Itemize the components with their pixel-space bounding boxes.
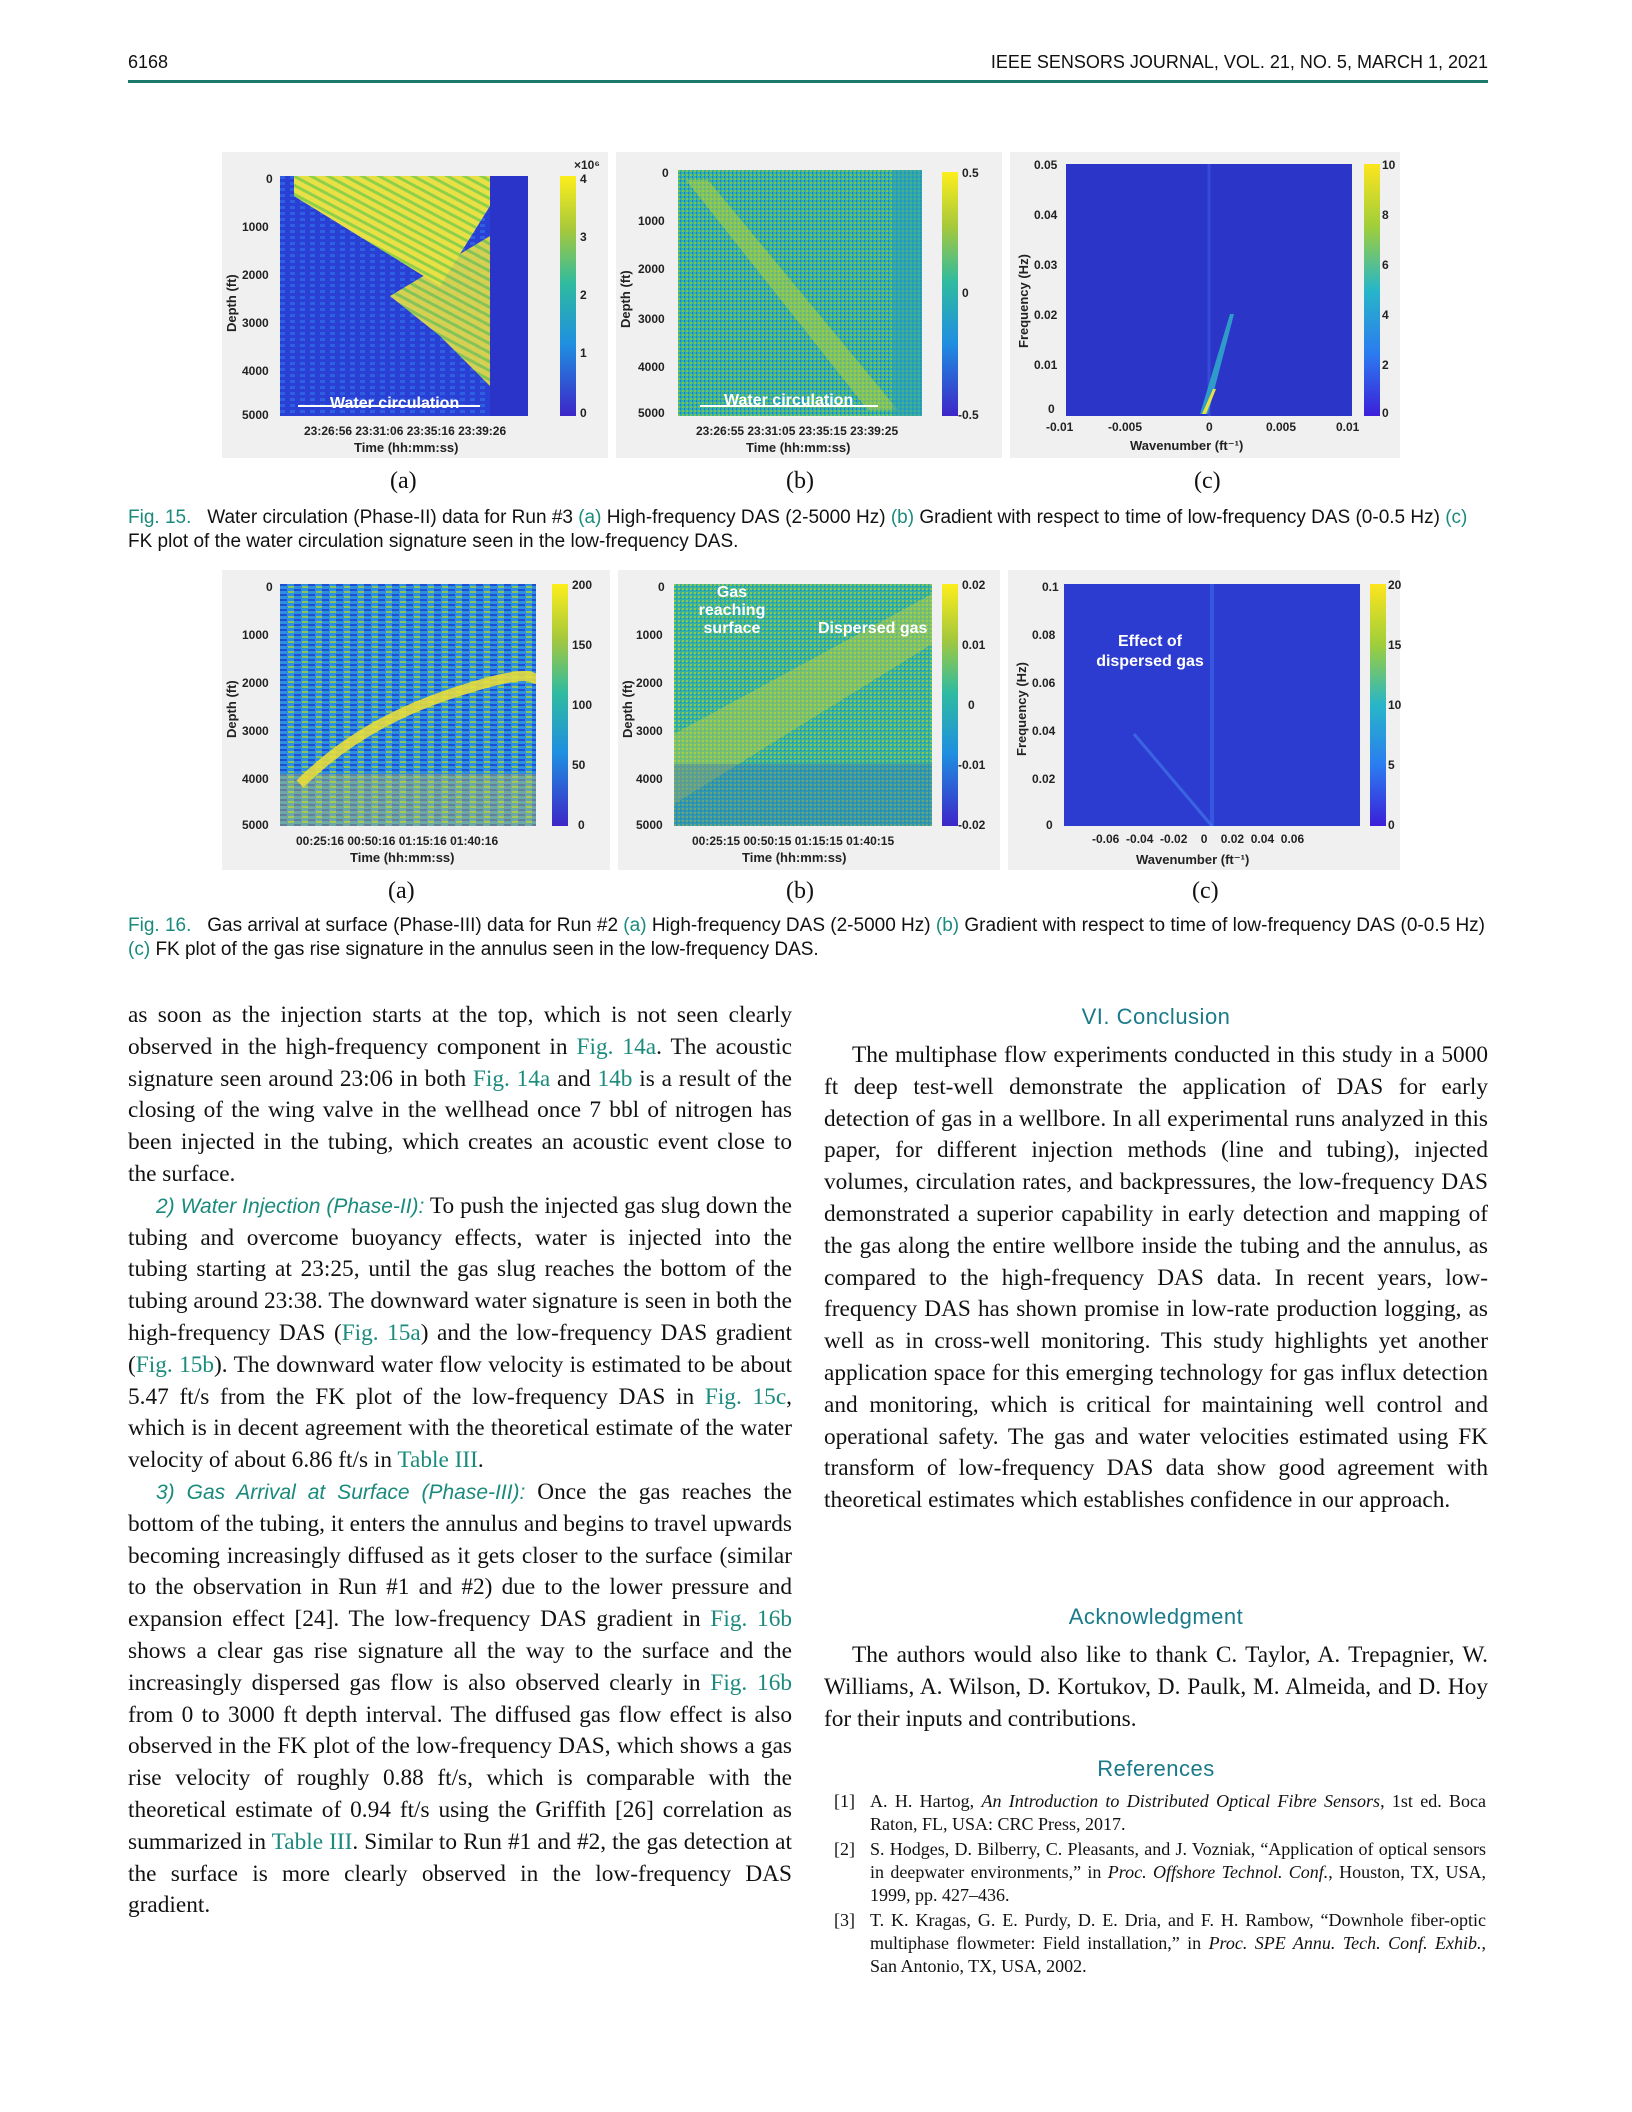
- reference-item: [1] A. H. Hartog, An Introduction to Distributed Optical Fibre Sensors, 1st ed. Boca Raton, FL, USA: CRC Press, 2017.: [834, 1791, 1487, 1834]
- fig16-link-b[interactable]: (b): [935, 915, 960, 936]
- fig15a-cbtick: 1: [580, 346, 587, 360]
- fig15a-ytick: 0: [266, 172, 273, 186]
- fig16a-caption: (a): [388, 878, 415, 904]
- fig16a-heatmap: [280, 584, 536, 826]
- figure-15: [222, 152, 1400, 502]
- fig15c-xtick: 0.005: [1266, 420, 1297, 434]
- page-number: 6168: [128, 52, 169, 72]
- fig16c-cbtick: 0: [1388, 818, 1395, 832]
- fig16a-ytick: 5000: [242, 818, 269, 832]
- fig16c-xticks: -0.06 -0.04 -0.02 0 0.02 0.04 0.06: [1092, 832, 1305, 846]
- fig15b-colorbar: [942, 172, 958, 416]
- fig15c-colorbar: [1364, 164, 1380, 416]
- fig16c-ytick: 0.02: [1032, 772, 1056, 786]
- subsection-heading: 3) Gas Arrival at Surface (Phase-III):: [156, 1480, 526, 1504]
- ref-link[interactable]: Fig. 15c: [704, 1383, 787, 1410]
- fig16a-ytick: 3000: [242, 724, 269, 738]
- fig16a-ytick: 0: [266, 580, 273, 594]
- acknowledgment-text: The authors would also like to thank C. Taylor, A. Trepagnier, W. Williams, A. Wilson, D. Kortukov, D. Paulk, M. Almeida, and D. Hoy for their inputs and contributions.: [824, 1642, 1488, 1732]
- reference-item: [3] T. K. Kragas, G. E. Purdy, D. E. Dria, and F. H. Rambow, “Downhole fiber-optic multiphase flowmeter: Field installation,” in Proc. SPE Annu. Tech. Conf. Exhib., San Antonio, TX, USA, 2002.: [834, 1910, 1486, 1976]
- fig16b-ytick: 1000: [636, 628, 663, 642]
- fig15c-cbtick: 0: [1382, 406, 1389, 420]
- fig15c-ylabel: Frequency (Hz): [1016, 254, 1031, 348]
- fig15c-ytick: 0: [1048, 402, 1055, 416]
- fig16b-ytick: 3000: [636, 724, 663, 738]
- fig15a-ylabel: Depth (ft): [224, 274, 239, 332]
- fig15b-cbtick: 0: [962, 286, 969, 300]
- fig15a-cbtick: 2: [580, 288, 587, 302]
- reference-list: [834, 1790, 1486, 1980]
- fig16a-ylabel: Depth (ft): [224, 680, 239, 738]
- ref-link[interactable]: Fig. 14a: [576, 1033, 657, 1060]
- fig15a-xticks: 23:26:56 23:31:06 23:35:16 23:39:26: [304, 424, 507, 438]
- ref-link[interactable]: Fig. 16b: [710, 1606, 792, 1633]
- fig16c-ytick: 0.06: [1032, 676, 1056, 690]
- fig15a-panel: [222, 152, 608, 458]
- fig16a-ytick: 2000: [242, 676, 269, 690]
- section-heading-ack: Acknowledgment: [1068, 1604, 1244, 1629]
- fig16b-cbtick: 0.01: [962, 638, 986, 652]
- fig16-link-c[interactable]: (c): [128, 939, 151, 960]
- fig16c-cbtick: 5: [1388, 758, 1395, 772]
- fig15a-xlabel: Time (hh:mm:ss): [354, 440, 459, 455]
- fig16c-ylabel: Frequency (Hz): [1014, 662, 1029, 756]
- fig15c-cbtick: 2: [1382, 358, 1389, 372]
- fig15c-xtick: 0.01: [1336, 420, 1360, 434]
- fig16a-xlabel: Time (hh:mm:ss): [350, 850, 455, 865]
- fig16b-cbtick: 0.02: [962, 578, 986, 592]
- fig15c-xtick: 0: [1206, 420, 1213, 434]
- fig16c-xlabel: Wavenumber (ft⁻¹): [1136, 852, 1250, 867]
- fig15c-cbtick: 4: [1382, 308, 1389, 322]
- fig15b-ytick: 5000: [638, 406, 665, 420]
- fig15b-ytick: 3000: [638, 312, 665, 326]
- fig16-link-a[interactable]: (a): [623, 915, 647, 936]
- fig16b-cbtick: -0.02: [958, 818, 986, 832]
- fig15b-ytick: 1000: [638, 214, 665, 228]
- fig16a-cbtick: 100: [572, 698, 593, 712]
- ref-link[interactable]: 14b: [597, 1065, 633, 1092]
- fig16c-cbtick: 15: [1388, 638, 1402, 652]
- fig15c-ytick: 0.02: [1034, 308, 1058, 322]
- fig15b-cbtick: -0.5: [958, 408, 979, 422]
- fig16c-ytick: 0.04: [1032, 724, 1056, 738]
- fig15a-cbtick: 3: [580, 230, 587, 244]
- fig16b-ylabel: Depth (ft): [620, 680, 635, 738]
- ref-link[interactable]: Table III: [397, 1447, 478, 1474]
- fig16c-fk-plot: [1064, 584, 1360, 826]
- fig16b-annotation-surface: Gas reaching surface: [698, 584, 766, 637]
- fig16c-cbtick: 20: [1388, 578, 1402, 592]
- fig16-label: Fig. 16.: [128, 915, 192, 936]
- fig16c-annotation: Effect of dispersed gas: [1096, 633, 1204, 670]
- journal-title: IEEE SENSORS JOURNAL, VOL. 21, NO. 5, MARCH 1, 2021: [990, 52, 1488, 72]
- fig15a-ytick: 1000: [242, 220, 269, 234]
- section-heading-refs: References: [1097, 1756, 1215, 1781]
- fig15a-ytick: 5000: [242, 408, 269, 422]
- paragraph: as soon as the injection starts at the top, which is not seen clearly observed in the high-frequency component in Fig. 14a. The acoustic signature seen around 23:06 in both Fig. 14a and 14b is a result of the closing of the wing valve in the wellhead once 7 bbl of nitrogen has been injected in the tubing, which creates an acoustic event close to the surface.: [128, 1002, 792, 1187]
- fig16c-caption: (c): [1192, 878, 1219, 904]
- fig16b-ytick: 5000: [636, 818, 663, 832]
- fig15c-ytick: 0.01: [1034, 358, 1058, 372]
- fig15b-xlabel: Time (hh:mm:ss): [746, 440, 851, 455]
- fig16c-ytick: 0: [1046, 818, 1053, 832]
- fig16a-cbtick: 0: [578, 818, 585, 832]
- fig15b-cbtick: 0.5: [962, 166, 979, 180]
- fig15b-ylabel: Depth (ft): [618, 270, 633, 328]
- fig15c-panel: [1010, 152, 1400, 458]
- fig16b-cbtick: -0.01: [958, 758, 986, 772]
- fig15a-annotation: Water circulation: [330, 395, 460, 412]
- fig15c-xtick: -0.005: [1108, 420, 1143, 434]
- fig16c-colorbar: [1370, 584, 1386, 826]
- fig15a-heatmap: [280, 176, 528, 416]
- fig15c-caption: (c): [1194, 468, 1221, 494]
- fig15b-ytick: 2000: [638, 262, 665, 276]
- fig16b-colorbar: [942, 584, 958, 826]
- fig15b-annotation: Water circulation: [724, 392, 854, 409]
- ref-link[interactable]: Fig. 15b: [135, 1351, 215, 1378]
- fig15-caption: Fig. 15. Water circulation (Phase-II) data for Run #3 (a) High-frequency DAS (2-5000 Hz) (b) Gradient with respect to time of low-frequency DAS (0-0.5 Hz) (c) FK plot of the water circulation signature seen in the low-frequency DAS.: [128, 507, 1468, 552]
- conclusion-text: The multiphase flow experiments conducted in this study in a 5000 ft deep test-well demonstrate the application of DAS for early detection of gas in a wellbore. In all experimental runs analyzed in this paper, for different injection methods (line and tubing), injected volumes, circulation rates, and backpressures, the low-frequency DAS demonstrated a superior capability in early detection and mapping of the gas along the entire wellbore inside the tubing and the annulus, as compared to the high-frequency DAS data. In recent years, low-frequency DAS has shown promise in low-rate production logging, as well as in cross-well monitoring. This study highlights yet another application space for this emerging technology for gas influx detection and monitoring, which is critical for maintaining well control and operational safety. The gas and water velocities estimated using FK transform of low-frequency DAS data show good agreement with theoretical estimates which establishes confidence in our approach.: [824, 1042, 1488, 1514]
- fig16-caption: Fig. 16. Gas arrival at surface (Phase-III) data for Run #2 (a) High-frequency DAS (2-5000 Hz) (b) Gradient with respect to time of low-frequency DAS (0-0.5 Hz) (c) FK plot of the gas rise signature in the annulus seen in the low-frequency DAS.: [128, 915, 1485, 960]
- fig16b-ytick: 2000: [636, 676, 663, 690]
- fig15c-cbtick: 10: [1382, 158, 1396, 172]
- fig16c-ytick: 0.08: [1032, 628, 1056, 642]
- fig15b-panel: [616, 152, 1002, 458]
- fig15a-cbar-exp: ×10⁶: [574, 158, 600, 172]
- fig16c-cbtick: 10: [1388, 698, 1402, 712]
- fig16c-panel: [1008, 570, 1400, 870]
- fig16b-ytick: 4000: [636, 772, 663, 786]
- fig16a-ytick: 1000: [242, 628, 269, 642]
- fig15b-ytick: 0: [662, 166, 669, 180]
- ref-link[interactable]: Table III: [271, 1828, 353, 1855]
- fig16a-cbtick: 150: [572, 638, 593, 652]
- fig16b-xlabel: Time (hh:mm:ss): [742, 850, 847, 865]
- fig16b-annotation-dispersed: Dispersed gas: [818, 620, 928, 637]
- fig15b-xticks: 23:26:55 23:31:05 23:35:15 23:39:25: [696, 424, 899, 438]
- fig15a-cbtick: 4: [580, 172, 587, 186]
- section-heading-conclusion: VI. Conclusion: [1081, 1004, 1231, 1029]
- fig16b-cbtick: 0: [968, 698, 975, 712]
- ref-link[interactable]: Fig. 15a: [341, 1319, 421, 1346]
- fig15a-cbtick: 0: [580, 406, 587, 420]
- header-rule: [128, 80, 1488, 83]
- fig15b-ytick: 4000: [638, 360, 665, 374]
- fig15c-ytick: 0.05: [1034, 158, 1058, 172]
- fig15a-ytick: 4000: [242, 364, 269, 378]
- fig15b-heatmap: [678, 170, 922, 416]
- left-column: [128, 1000, 792, 1922]
- running-header: [128, 52, 1488, 82]
- ref-link[interactable]: Fig. 14a: [472, 1065, 551, 1092]
- paragraph: 2) Water Injection (Phase-II): To push the injected gas slug down the tubing and overcome buoyancy effects, water is injected into the tubing starting at 23:25, until the gas slug reaches the bottom of the tubing around 23:38. The downward water signature is seen in both the high-frequency DAS (Fig. 15a) and the low-frequency DAS gradient (Fig. 15b). The downward water flow velocity is estimated to be about 5.47 ft/s from the FK plot of the low-frequency DAS in Fig. 15c, which is in decent agreement with the theoretical estimate of the water velocity of about 6.86 ft/s in Table III.: [128, 1192, 792, 1474]
- fig15c-xtick: -0.01: [1046, 420, 1074, 434]
- fig16a-colorbar: [552, 584, 568, 826]
- reference-item: [2] S. Hodges, D. Bilberry, C. Pleasants, and J. Vozniak, “Application of optical sensors in deepwater environments,” in Proc. Offshore Technol. Conf., Houston, TX, USA, 1999, pp. 427–436.: [834, 1839, 1486, 1905]
- fig16a-panel: [222, 570, 610, 870]
- fig15-label: Fig. 15.: [128, 507, 192, 528]
- ref-link[interactable]: Fig. 16b: [710, 1669, 792, 1696]
- fig16b-caption: (b): [786, 878, 814, 904]
- fig16a-xticks: 00:25:16 00:50:16 01:15:16 01:40:16: [296, 834, 499, 848]
- fig15c-xlabel: Wavenumber (ft⁻¹): [1130, 438, 1244, 453]
- figure-16: [222, 570, 1400, 912]
- fig16b-xticks: 00:25:15 00:50:15 01:15:15 01:40:15: [692, 834, 895, 848]
- paragraph: 3) Gas Arrival at Surface (Phase-III): Once the gas reaches the bottom of the tubing, it enters the annulus and begins to travel upwards becoming increasingly diffused as it gets closer to the surface (similar to the observation in Run #1 and #2) due to the lower pressure and expansion effect [24]. The low-frequency DAS gradient in Fig. 16b shows a clear gas rise signature all the way to the surface and the increasingly dispersed gas flow is also observed clearly in Fig. 16b from 0 to 3000 ft depth interval. The diffused gas flow effect is also observed in the FK plot of the low-frequency DAS, which shows a gas rise velocity of roughly 0.88 ft/s, which is comparable with the theoretical estimate of 0.94 ft/s using the Griffith [26] correlation as summarized in Table III. Similar to Run #1 and #2, the gas detection at the surface is more clearly observed in the low-frequency DAS gradient.: [128, 1478, 792, 1919]
- fig15a-caption: (a): [390, 468, 417, 494]
- fig15c-ytick: 0.04: [1034, 208, 1058, 222]
- fig15a-ytick: 2000: [242, 268, 269, 282]
- fig15c-ytick: 0.03: [1034, 258, 1058, 272]
- fig15a-colorbar: [560, 176, 576, 416]
- fig15a-ytick: 3000: [242, 316, 269, 330]
- fig16a-cbtick: 50: [572, 758, 586, 772]
- fig16b-ytick: 0: [658, 580, 665, 594]
- subsection-heading: 2) Water Injection (Phase-II):: [156, 1194, 425, 1218]
- fig15-link-a[interactable]: (a): [578, 507, 602, 528]
- fig15-link-c[interactable]: (c): [1445, 507, 1468, 528]
- fig15c-cbtick: 6: [1382, 258, 1389, 272]
- fig15c-fk-plot: [1066, 164, 1352, 416]
- fig15-link-b[interactable]: (b): [890, 507, 915, 528]
- fig15b-caption: (b): [786, 468, 814, 494]
- fig16a-cbtick: 200: [572, 578, 593, 592]
- fig16a-ytick: 4000: [242, 772, 269, 786]
- fig15c-cbtick: 8: [1382, 208, 1389, 222]
- fig16c-ytick: 0.1: [1042, 580, 1059, 594]
- fig16b-panel: [618, 570, 1000, 870]
